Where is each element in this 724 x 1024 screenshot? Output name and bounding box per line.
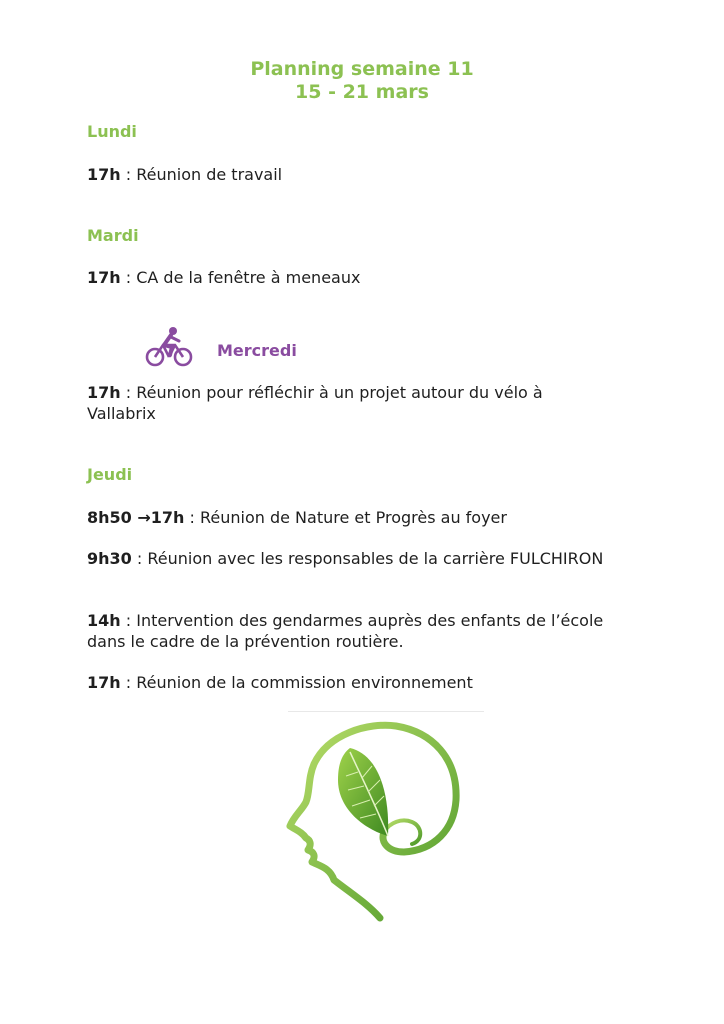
entry-text: : CA de la fenêtre à meneaux — [120, 268, 361, 287]
entry-text: : Réunion pour réfléchir à un projet autour du vélo à Vallabrix — [87, 383, 543, 423]
entry-jeudi-4 — [87, 672, 607, 693]
entry-time: 17h — [87, 268, 121, 287]
entry-jeudi-3 — [87, 610, 607, 652]
entry-text: : Réunion de la commission environnement — [120, 673, 473, 692]
entry-mercredi-1 — [87, 382, 607, 424]
day-heading-lundi: Lundi — [87, 122, 137, 141]
entry-text: : Réunion de Nature et Progrès au foyer — [184, 508, 507, 527]
day-heading-mardi: Mardi — [87, 226, 139, 245]
entry-text: : Réunion avec les responsables de la carrière FULCHIRON — [131, 549, 604, 568]
page-title-line1: Planning semaine 11 — [250, 58, 474, 80]
entry-text: : Réunion de travail — [120, 165, 283, 184]
entry-time: 9h30 — [87, 549, 132, 568]
entry-time: 14h — [87, 611, 121, 630]
day-heading-mercredi: Mercredi — [217, 341, 297, 360]
entry-time: 17h — [87, 165, 121, 184]
entry-mardi-1 — [87, 267, 607, 288]
entry-time: 17h — [87, 673, 121, 692]
entry-lundi-1 — [87, 164, 607, 185]
day-heading-jeudi: Jeudi — [87, 465, 133, 484]
page-title-line2: 15 - 21 mars — [295, 81, 429, 103]
entry-jeudi-2 — [87, 548, 607, 569]
entry-text: : Intervention des gendarmes auprès des enfants de l’école dans le cadre de la prévention routière. — [87, 611, 604, 651]
divider — [288, 711, 484, 712]
bicycle-icon — [144, 325, 194, 369]
entry-time: 8h50 →17h — [87, 508, 185, 527]
entry-jeudi-1 — [87, 507, 607, 528]
entry-time: 17h — [87, 383, 121, 402]
head-leaf-icon — [272, 718, 472, 928]
